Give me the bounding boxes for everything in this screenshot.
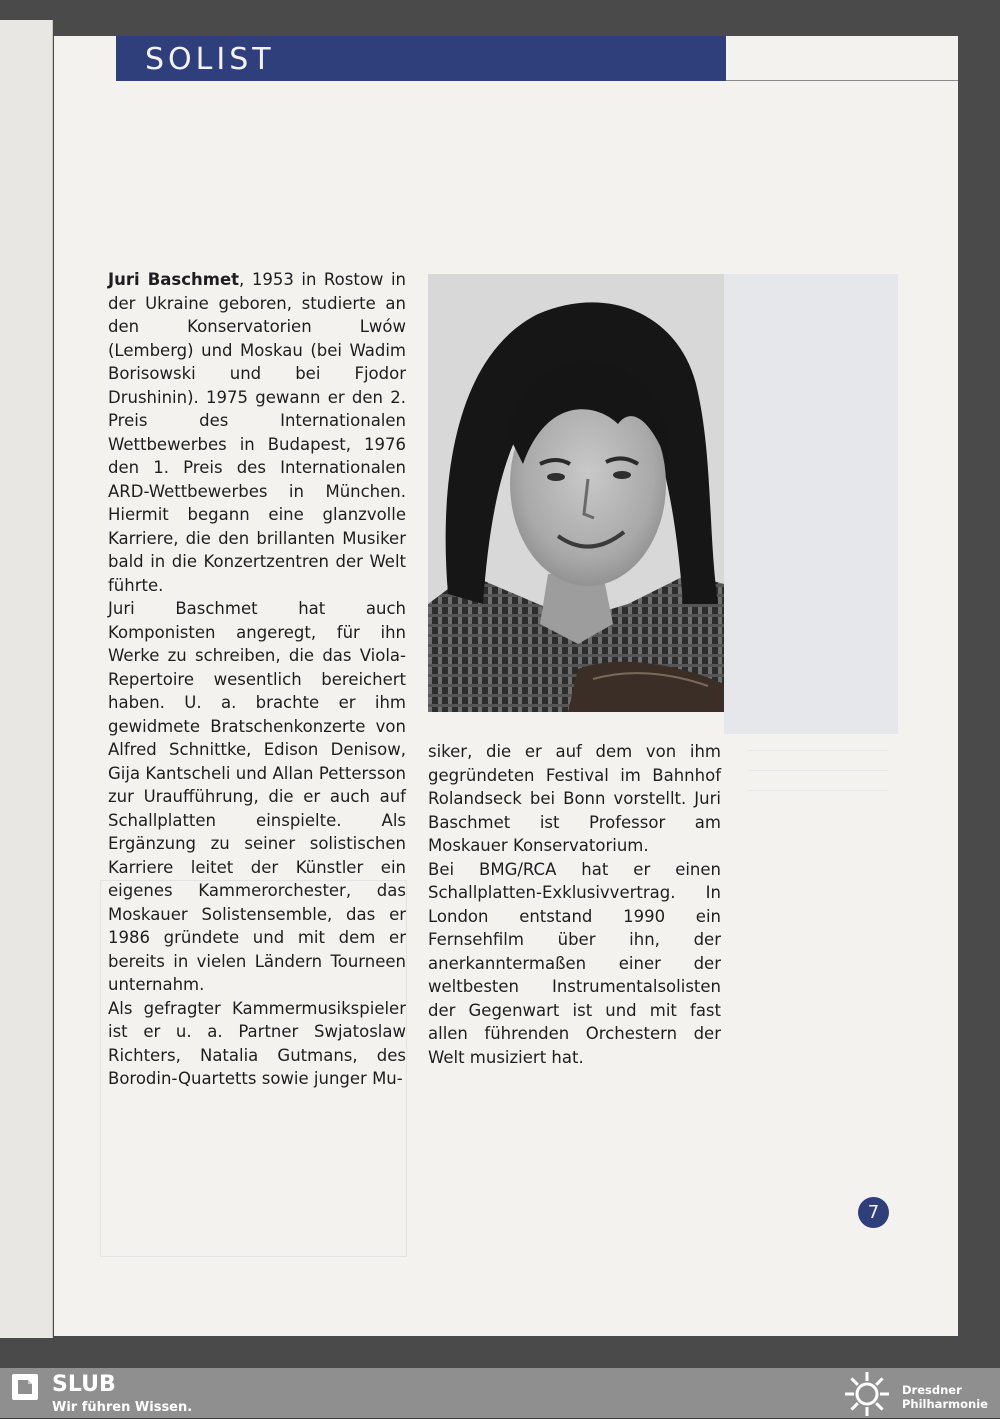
bleed-through-caption xyxy=(748,735,888,795)
philharmonie-logo-icon xyxy=(842,1369,892,1419)
biography-paragraph-5: Bei BMG/RCA hat er einen Schallplatten-Exklusivvertrag. In London entstand 1990 ein Fernsehfilm über ihn, der anerkanntermaßen einer der weltbesten Instrumentalsolisten der Gegenwart ist und mit fast allen führenden Orchestern der Welt musiziert hat. xyxy=(428,859,721,1067)
biography-paragraph-4: siker, die er auf dem von ihm gegründeten Festival im Bahnhof Rolandseck bei Bonn vorstellt. Juri Baschmet ist Professor am Moskauer Konservatorium. xyxy=(428,742,721,855)
library-tagline: Wir führen Wissen. xyxy=(52,1400,193,1415)
soloist-name: Juri Baschmet xyxy=(108,270,240,289)
biography-paragraph-1-text: , 1953 in Rostow in der Ukraine geboren, studierte an den Konservatorien Lwów (Lemberg) und Moskau (bei Wadim Borisowski und bei Fjodor Drushinin). 1975 gewann er den 2. Preis des Internationalen Wettbewerbes in Budapest, 1976 den 1. Preis des Internationalen ARD-Wettbewerbes in München. Hiermit begann eine glanzvolle Karriere, die den brillanten Musiker bald in die Konzertzentren der Welt führte. xyxy=(108,270,406,595)
header-rule xyxy=(726,80,958,81)
biography-column-left xyxy=(108,268,406,1091)
partner-name-line-2: Philharmonie xyxy=(902,1397,988,1411)
bleed-through-strip xyxy=(724,274,898,734)
partner-name xyxy=(902,1383,998,1411)
biography-paragraph-2: Juri Baschmet hat auch Komponisten angeregt, für ihn Werke zu schreiben, die das Viola-Repertoire wesentlich bereichert haben. U. a. brachte er ihm gewidmete Bratschenkonzerte von Alfred Schnittke, Edison Denisow, Gija Kantscheli und Allan Pettersson zur Uraufführung, die er auch auf Schallplatten einspielte. Als Ergänzung zu seiner solistischen Karriere leitet der Künstler ein eigenes Kammerorchester, das Moskauer Solistensemble, das er 1986 gründete und mit dem er bereits in vielen Ländern Tourneen unternahm. xyxy=(108,599,406,994)
library-name: SLUB xyxy=(52,1372,116,1397)
biography-paragraph-3: Als gefragter Kammermusikspieler ist er u. a. Partner Swjatoslaw Richters, Natalia Gutmans, des Borodin-Quartetts sowie junger Mu- xyxy=(108,998,406,1088)
biography-paragraph-1 xyxy=(108,268,406,597)
facing-page-edge xyxy=(0,20,53,1338)
biography-column-right xyxy=(428,740,721,1069)
portrait-illustration xyxy=(428,274,724,712)
slub-logo-icon xyxy=(10,1372,40,1402)
page-number-badge: 7 xyxy=(858,1197,889,1228)
soloist-portrait-photo xyxy=(428,274,724,712)
section-title: SOLIST xyxy=(145,42,275,77)
partner-name-line-1: Dresdner xyxy=(902,1383,962,1397)
